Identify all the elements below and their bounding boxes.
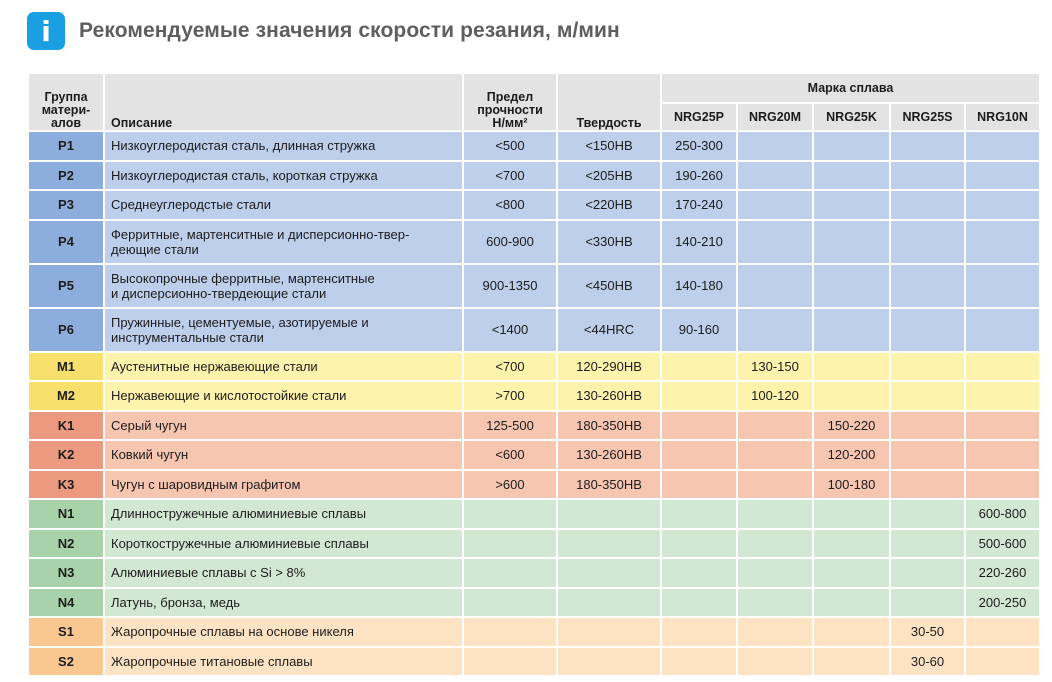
group-cell: K1 xyxy=(28,411,104,441)
speed-cell-nrg25s xyxy=(890,264,965,308)
description-cell: Аустенитные нержавеющие стали xyxy=(104,352,463,382)
strength-cell: 125-500 xyxy=(463,411,557,441)
strength-cell: >700 xyxy=(463,381,557,411)
speed-cell-nrg10n xyxy=(965,161,1040,191)
speed-cell-nrg25s xyxy=(890,529,965,559)
speed-cell-nrg25s xyxy=(890,588,965,618)
hardness-cell: <44HRC xyxy=(557,308,661,352)
speed-cell-nrg25s xyxy=(890,381,965,411)
speed-cell-nrg25k xyxy=(813,588,890,618)
speed-cell-nrg25p: 140-180 xyxy=(661,264,737,308)
table-row-s2 xyxy=(28,647,1040,677)
speed-cell-nrg25k xyxy=(813,190,890,220)
speed-cell-nrg25s xyxy=(890,470,965,500)
speed-cell-nrg25p xyxy=(661,470,737,500)
table-row-n2 xyxy=(28,529,1040,559)
speed-cell-nrg10n xyxy=(965,617,1040,647)
speed-cell-nrg25k xyxy=(813,499,890,529)
strength-cell: >600 xyxy=(463,470,557,500)
speed-cell-nrg25k xyxy=(813,529,890,559)
speed-cell-nrg10n: 200-250 xyxy=(965,588,1040,618)
hardness-cell: <150HB xyxy=(557,131,661,161)
speed-cell-nrg20m xyxy=(737,558,813,588)
group-cell: P6 xyxy=(28,308,104,352)
hardness-cell: <450HB xyxy=(557,264,661,308)
header-grade-nrg10n: NRG10N xyxy=(965,103,1040,131)
header-strength-line: Н/мм² xyxy=(492,116,528,130)
speed-cell-nrg25s xyxy=(890,558,965,588)
speed-cell-nrg25p xyxy=(661,647,737,677)
speed-cell-nrg25k xyxy=(813,131,890,161)
speed-cell-nrg10n: 220-260 xyxy=(965,558,1040,588)
hardness-cell: <205HB xyxy=(557,161,661,191)
description-cell: Низкоуглеродистая сталь, длинная стружка xyxy=(104,131,463,161)
speed-cell-nrg10n xyxy=(965,190,1040,220)
description-line: Ферритные, мартенситные и дисперсионно-твер- xyxy=(111,226,410,242)
speed-cell-nrg10n xyxy=(965,308,1040,352)
group-cell: S2 xyxy=(28,647,104,677)
description-cell: Чугун с шаровидным графитом xyxy=(104,470,463,500)
speed-cell-nrg25p xyxy=(661,617,737,647)
description-line: инструментальные стали xyxy=(111,329,264,345)
group-cell: M2 xyxy=(28,381,104,411)
group-cell: P4 xyxy=(28,220,104,264)
speed-cell-nrg10n xyxy=(965,440,1040,470)
speed-cell-nrg10n xyxy=(965,264,1040,308)
speed-cell-nrg25p xyxy=(661,588,737,618)
group-cell: P3 xyxy=(28,190,104,220)
speed-cell-nrg20m xyxy=(737,529,813,559)
speed-cell-nrg25p xyxy=(661,558,737,588)
description-cell: Короткостружечные алюминиевые сплавы xyxy=(104,529,463,559)
speed-cell-nrg25k xyxy=(813,220,890,264)
description-line: и дисперсионно-твердеющие стали xyxy=(111,285,327,301)
hardness-cell: <330HB xyxy=(557,220,661,264)
speed-cell-nrg25p: 90-160 xyxy=(661,308,737,352)
strength-cell xyxy=(463,588,557,618)
description-cell: Ковкий чугун xyxy=(104,440,463,470)
speed-cell-nrg10n xyxy=(965,352,1040,382)
strength-cell xyxy=(463,558,557,588)
hardness-cell: 120-290HB xyxy=(557,352,661,382)
hardness-cell: 130-260HB xyxy=(557,381,661,411)
speed-cell-nrg25p xyxy=(661,499,737,529)
hardness-cell xyxy=(557,558,661,588)
table-row-k1 xyxy=(28,411,1040,441)
header-group-line: алов xyxy=(50,116,82,130)
speed-cell-nrg20m xyxy=(737,470,813,500)
speed-cell-nrg25s xyxy=(890,131,965,161)
speed-cell-nrg25k xyxy=(813,558,890,588)
hardness-cell xyxy=(557,647,661,677)
speed-cell-nrg20m xyxy=(737,647,813,677)
speed-cell-nrg25s xyxy=(890,440,965,470)
description-cell: Низкоуглеродистая сталь, короткая стружка xyxy=(104,161,463,191)
description-line: Пружинные, цементуемые, азотируемые и xyxy=(111,314,369,330)
description-cell xyxy=(104,220,463,264)
description-cell: Алюминиевые сплавы с Si > 8% xyxy=(104,558,463,588)
speed-cell-nrg25s xyxy=(890,220,965,264)
speed-cell-nrg25p xyxy=(661,381,737,411)
strength-cell: <800 xyxy=(463,190,557,220)
speed-cell-nrg25p: 190-260 xyxy=(661,161,737,191)
speed-cell-nrg10n xyxy=(965,131,1040,161)
strength-cell xyxy=(463,617,557,647)
speed-cell-nrg20m: 130-150 xyxy=(737,352,813,382)
table-row-p2 xyxy=(28,161,1040,191)
speed-cell-nrg10n xyxy=(965,470,1040,500)
table-row-p6 xyxy=(28,308,1040,352)
speed-cell-nrg20m xyxy=(737,308,813,352)
table-row-p1 xyxy=(28,131,1040,161)
speed-cell-nrg25s xyxy=(890,308,965,352)
page-header xyxy=(27,12,620,50)
strength-cell: 900-1350 xyxy=(463,264,557,308)
speed-cell-nrg25k xyxy=(813,308,890,352)
speed-cell-nrg25p: 140-210 xyxy=(661,220,737,264)
speed-cell-nrg25k: 150-220 xyxy=(813,411,890,441)
description-line: деющие стали xyxy=(111,241,199,257)
hardness-cell xyxy=(557,588,661,618)
speed-cell-nrg25p: 170-240 xyxy=(661,190,737,220)
speed-cell-nrg25s xyxy=(890,411,965,441)
strength-cell xyxy=(463,529,557,559)
description-cell: Среднеуглеродстые стали xyxy=(104,190,463,220)
header-group-line: матери- xyxy=(41,103,91,117)
speed-cell-nrg25p xyxy=(661,440,737,470)
group-cell: S1 xyxy=(28,617,104,647)
table-row-n4 xyxy=(28,588,1040,618)
table-row-k3 xyxy=(28,470,1040,500)
speed-cell-nrg20m xyxy=(737,161,813,191)
table-row-p4 xyxy=(28,220,1040,264)
speed-cell-nrg10n xyxy=(965,220,1040,264)
speed-cell-nrg20m xyxy=(737,411,813,441)
description-cell: Жаропрочные титановые сплавы xyxy=(104,647,463,677)
hardness-cell: <220HB xyxy=(557,190,661,220)
description-cell: Нержавеющие и кислотостойкие стали xyxy=(104,381,463,411)
group-cell: N1 xyxy=(28,499,104,529)
header-grade-nrg25s: NRG25S xyxy=(890,103,965,131)
speed-cell-nrg25s: 30-50 xyxy=(890,617,965,647)
header-group xyxy=(28,73,104,131)
strength-cell: <700 xyxy=(463,352,557,382)
speed-cell-nrg25k xyxy=(813,617,890,647)
group-cell: K3 xyxy=(28,470,104,500)
table-row-n1 xyxy=(28,499,1040,529)
group-cell: K2 xyxy=(28,440,104,470)
strength-cell xyxy=(463,647,557,677)
speed-cell-nrg10n: 600-800 xyxy=(965,499,1040,529)
table-row-p5 xyxy=(28,264,1040,308)
description-cell: Жаропрочные сплавы на основе никеля xyxy=(104,617,463,647)
speed-cell-nrg25s xyxy=(890,499,965,529)
header-strength-line: прочности xyxy=(477,103,543,117)
info-icon: i xyxy=(27,12,65,50)
description-cell: Латунь, бронза, медь xyxy=(104,588,463,618)
description-cell xyxy=(104,308,463,352)
description-cell: Серый чугун xyxy=(104,411,463,441)
header-grade-nrg25p: NRG25P xyxy=(661,103,737,131)
strength-cell: <700 xyxy=(463,161,557,191)
hardness-cell xyxy=(557,529,661,559)
table-row-p3 xyxy=(28,190,1040,220)
group-cell: P1 xyxy=(28,131,104,161)
page-title: Рекомендуемые значения скорости резания, м/мин xyxy=(79,19,620,42)
speed-cell-nrg20m: 100-120 xyxy=(737,381,813,411)
speed-cell-nrg20m xyxy=(737,190,813,220)
header-strength-line: Предел xyxy=(486,90,534,104)
speed-cell-nrg25k: 120-200 xyxy=(813,440,890,470)
header-strength xyxy=(463,73,557,131)
speed-cell-nrg25s xyxy=(890,161,965,191)
table-row-k2 xyxy=(28,440,1040,470)
speed-cell-nrg25k xyxy=(813,647,890,677)
hardness-cell: 180-350HB xyxy=(557,411,661,441)
hardness-cell xyxy=(557,499,661,529)
strength-cell: <600 xyxy=(463,440,557,470)
group-cell: N3 xyxy=(28,558,104,588)
speed-cell-nrg20m xyxy=(737,499,813,529)
group-cell: N4 xyxy=(28,588,104,618)
speed-cell-nrg20m xyxy=(737,617,813,647)
hardness-cell: 130-260HB xyxy=(557,440,661,470)
header-description: Описание xyxy=(104,73,463,131)
speed-cell-nrg25s: 30-60 xyxy=(890,647,965,677)
speed-cell-nrg10n xyxy=(965,411,1040,441)
header-alloy-grade: Марка сплава xyxy=(661,73,1040,103)
speed-cell-nrg25k xyxy=(813,381,890,411)
strength-cell: <1400 xyxy=(463,308,557,352)
speed-cell-nrg10n: 500-600 xyxy=(965,529,1040,559)
speed-cell-nrg25p xyxy=(661,352,737,382)
speed-cell-nrg25p xyxy=(661,411,737,441)
group-cell: N2 xyxy=(28,529,104,559)
speed-cell-nrg25p xyxy=(661,529,737,559)
header-group-line: Группа xyxy=(44,90,88,104)
header-grade-nrg25k: NRG25K xyxy=(813,103,890,131)
speed-cell-nrg25s xyxy=(890,352,965,382)
strength-cell: 600-900 xyxy=(463,220,557,264)
hardness-cell: 180-350HB xyxy=(557,470,661,500)
speed-cell-nrg25s xyxy=(890,190,965,220)
speed-cell-nrg10n xyxy=(965,381,1040,411)
description-cell: Длинностружечные алюминиевые сплавы xyxy=(104,499,463,529)
table-row-m1 xyxy=(28,352,1040,382)
hardness-cell xyxy=(557,617,661,647)
description-cell xyxy=(104,264,463,308)
speed-cell-nrg20m xyxy=(737,131,813,161)
header-grade-nrg20m: NRG20M xyxy=(737,103,813,131)
group-cell: P5 xyxy=(28,264,104,308)
speed-cell-nrg25k xyxy=(813,264,890,308)
table-row-s1 xyxy=(28,617,1040,647)
speed-cell-nrg25p: 250-300 xyxy=(661,131,737,161)
description-line: Высокопрочные ферритные, мартенситные xyxy=(111,270,375,286)
table-row-n3 xyxy=(28,558,1040,588)
speed-cell-nrg25k xyxy=(813,161,890,191)
speed-cell-nrg20m xyxy=(737,440,813,470)
group-cell: M1 xyxy=(28,352,104,382)
speed-cell-nrg20m xyxy=(737,264,813,308)
speed-cell-nrg20m xyxy=(737,588,813,618)
header-hardness: Твердость xyxy=(557,73,661,131)
speed-cell-nrg25k xyxy=(813,352,890,382)
speed-cell-nrg10n xyxy=(965,647,1040,677)
table-row-m2 xyxy=(28,381,1040,411)
strength-cell xyxy=(463,499,557,529)
cutting-speed-table xyxy=(27,72,1041,677)
speed-cell-nrg20m xyxy=(737,220,813,264)
speed-cell-nrg25k: 100-180 xyxy=(813,470,890,500)
strength-cell: <500 xyxy=(463,131,557,161)
group-cell: P2 xyxy=(28,161,104,191)
